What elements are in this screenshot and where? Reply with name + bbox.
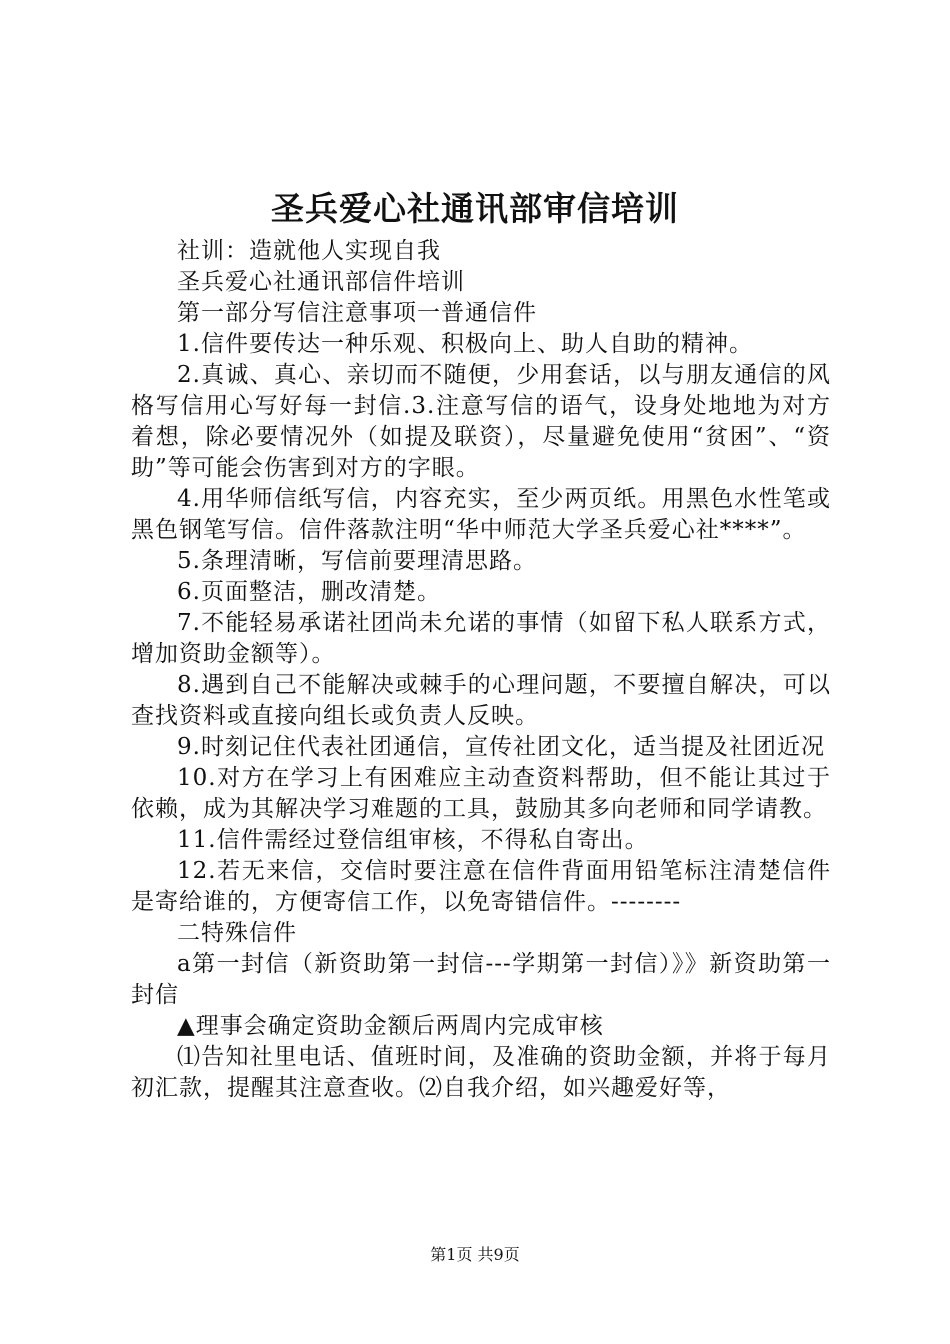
paragraph-item-6: 6.页面整洁，删改清楚。	[177, 579, 441, 605]
page-footer: 第1页 共9页	[430, 1245, 520, 1264]
paragraph-item-11: 11.信件需经过登信组审核，不得私自寄出。	[177, 827, 649, 853]
document-body	[131, 236, 831, 1104]
paragraph-item-9: 9.时刻记住代表社团通信，宣传社团文化，适当提及社团近况	[177, 734, 825, 760]
paragraph-item-10: 10.对方在学习上有困难应主动查资料帮助，但不能让其过于依赖，成为其解决学习难题的工具，鼓励其多向老师和同学请教。	[131, 765, 831, 822]
paragraph-item-5: 5.条理清晰，写信前要理清思路。	[177, 548, 537, 574]
document-title: 圣兵爱心社通讯部审信培训	[271, 189, 679, 228]
paragraph-special-heading: 二特殊信件	[177, 920, 297, 946]
paragraph-subtitle: 圣兵爱心社通讯部信件培训	[177, 269, 465, 295]
paragraph-first-letter: a第一封信（新资助第一封信---学期第一封信）》》新资助第一封信	[131, 951, 831, 1008]
paragraph-item-8: 8.遇到自己不能解决或棘手的心理问题，不要擅自解决，可以查找资料或直接向组长或负责人反映。	[131, 672, 831, 729]
paragraph-item-7: 7.不能轻易承诺社团尚未允诺的事情（如留下私人联系方式，增加资助金额等）。	[131, 610, 831, 667]
paragraph-section-heading: 第一部分写信注意事项一普通信件	[177, 300, 537, 326]
paragraph-motto: 社训：造就他人实现自我	[177, 238, 441, 264]
paragraph-item-12: 12.若无来信，交信时要注意在信件背面用铅笔标注清楚信件是寄给谁的，方便寄信工作，以免寄错信件。--------	[131, 858, 831, 915]
paragraph-item-4: 4.用华师信纸写信，内容充实，至少两页纸。用黑色水性笔或黑色钢笔写信。信件落款注明“华中师范大学圣兵爱心社****”。	[131, 486, 831, 543]
paragraph-review-note: ▲理事会确定资助金额后两周内完成审核	[177, 1013, 604, 1039]
paragraph-instructions: ⑴告知社里电话、值班时间，及准确的资助金额，并将于每月初汇款，提醒其注意查收。⑵自我介绍，如兴趣爱好等，	[131, 1044, 831, 1101]
paragraph-item-2: 2.真诚、真心、亲切而不随便，少用套话，以与朋友通信的风格写信用心写好每一封信.3.注意写信的语气，设身处地地为对方着想，除必要情况外（如提及联资），尽量避免使用“贫困”、“资助”等可能会伤害到对方的字眼。	[131, 362, 831, 481]
paragraph-item-1: 1.信件要传达一种乐观、积极向上、助人自助的精神。	[177, 331, 753, 357]
